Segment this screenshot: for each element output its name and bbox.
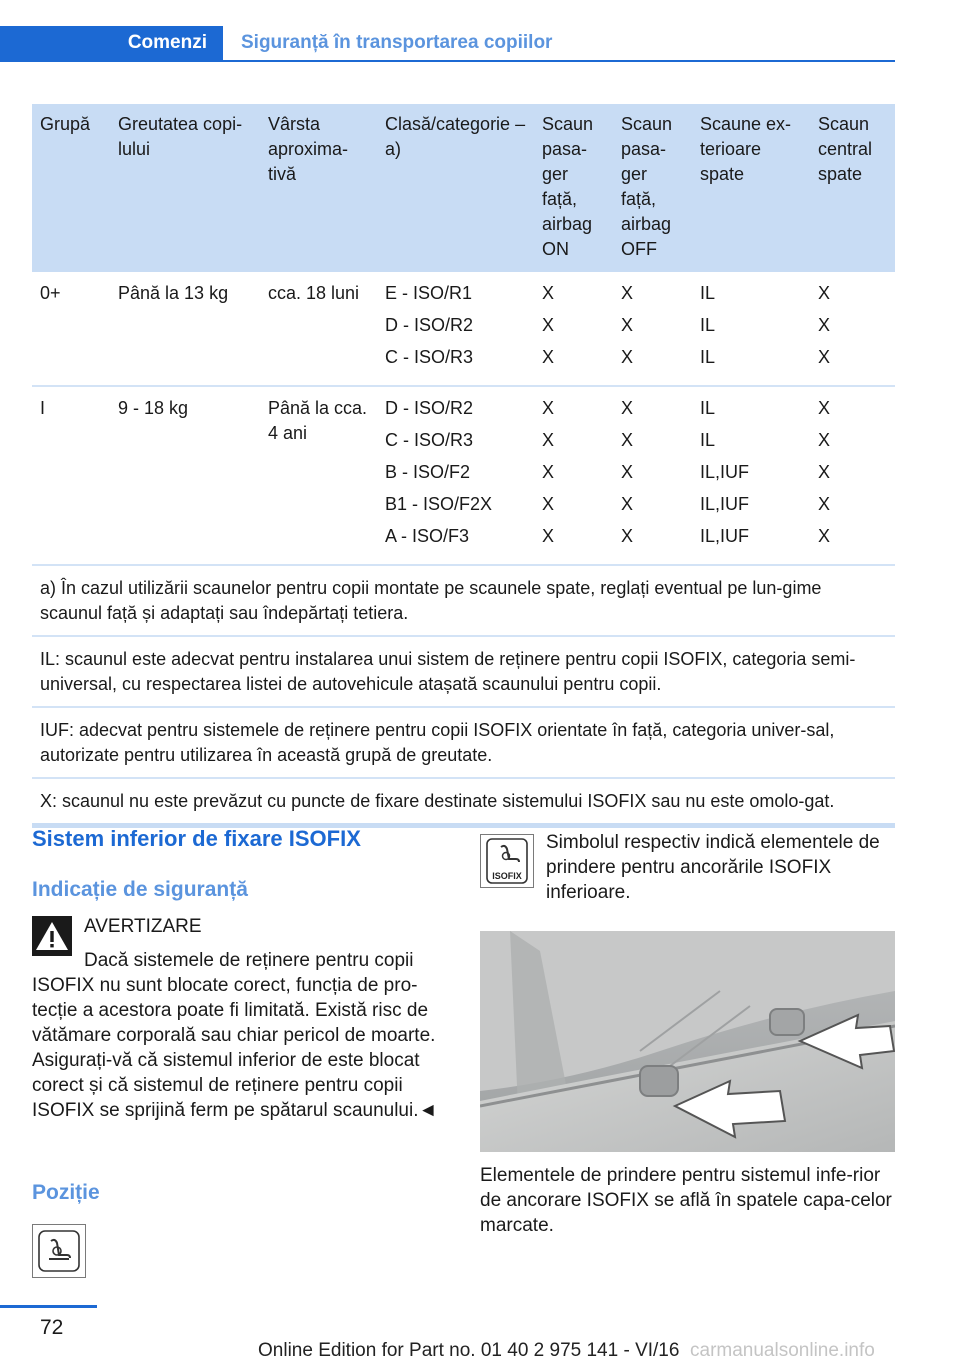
cell-age: cca. 18 luni [260, 272, 377, 386]
watermark: carmanualsonline.info [690, 1340, 875, 1361]
cell-classes [377, 386, 534, 565]
class-line: E - ISO/R1 [385, 283, 473, 303]
table-row [32, 386, 895, 565]
table-note-row [32, 565, 895, 636]
cell-group: 0+ [32, 272, 110, 386]
safety-heading: Indicație de siguranță [32, 878, 248, 901]
page-number: 72 [40, 1316, 64, 1339]
cell-front-off [613, 272, 692, 386]
class-line: D - ISO/R2 [385, 398, 474, 418]
cell-front-on [534, 272, 613, 386]
cell-front-off [613, 386, 692, 565]
value-line: X [621, 430, 634, 450]
value-line: IL,IUF [700, 462, 750, 482]
table-header-row [32, 104, 895, 272]
position-heading: Poziție [32, 1181, 100, 1204]
col-header-group: Grupă [32, 104, 110, 272]
value-line: X [818, 315, 831, 335]
value-line: X [542, 526, 555, 546]
value-line: X [818, 462, 831, 482]
value-line: X [621, 283, 634, 303]
warning-text: Dacă sistemele de reținere pentru copii ISOFIX nu sunt blocate corect, funcția de pro-tecție a acestora poate fi limitată. Există risc de vătămare corporală sau chiar pericol de moarte. Asigurați-vă că sistemul inferior de este blocat corect și că sistemul de reținere pentru copii ISOFIX se sprijină ferm pe spătarul scaunului.◄ [32, 950, 438, 1121]
value-line: X [818, 430, 831, 450]
value-line: IL [700, 398, 716, 418]
value-line: X [542, 398, 555, 418]
value-line: X [542, 283, 555, 303]
warning-label: AVERTIZARE [84, 916, 202, 937]
table-note: IUF: adecvat pentru sistemele de reținere pentru copii ISOFIX orientate în față, categoria univer-sal, autorizate pentru utilizarea în această grupă de greutate. [32, 707, 895, 778]
value-line: X [818, 526, 831, 546]
cell-rear-center [810, 386, 895, 565]
value-line: X [621, 494, 634, 514]
value-line: X [542, 462, 555, 482]
value-line: IL [700, 283, 716, 303]
class-line: A - ISO/F3 [385, 526, 470, 546]
col-header-rear-outer: Scaune ex-terioare spate [692, 104, 810, 272]
rear-seat-photo [480, 931, 895, 1152]
cell-weight: Până la 13 kg [110, 272, 260, 386]
col-header-front-on: Scaun pasa-ger față, airbag ON [534, 104, 613, 272]
value-line: IL [700, 315, 716, 335]
cell-age: Până la cca. 4 ani [260, 386, 377, 565]
col-header-rear-center: Scaun central spate [810, 104, 895, 272]
value-line: X [542, 315, 555, 335]
cell-weight: 9 - 18 kg [110, 386, 260, 565]
header-rule [0, 60, 895, 62]
value-line: IL [700, 430, 716, 450]
value-line: X [818, 283, 831, 303]
value-line: X [621, 462, 634, 482]
footer-rule [0, 1305, 97, 1308]
isofix-label-text: ISOFIX [492, 871, 522, 881]
col-header-weight: Greutatea copi-lului [110, 104, 260, 272]
value-line: X [818, 398, 831, 418]
isofix-symbol-icon [32, 1224, 86, 1278]
class-line: C - ISO/R3 [385, 347, 474, 367]
value-line: IL [700, 347, 716, 367]
table-note-row [32, 707, 895, 778]
cell-group: I [32, 386, 110, 565]
class-line: C - ISO/R3 [385, 430, 474, 450]
page-header [0, 0, 960, 62]
table-note-row [32, 778, 895, 826]
value-line: IL,IUF [700, 526, 750, 546]
chapter-tab[interactable]: Comenzi [0, 26, 223, 60]
value-line: X [621, 398, 634, 418]
value-line: X [621, 526, 634, 546]
table-row [32, 272, 895, 386]
cell-front-on [534, 386, 613, 565]
class-line: B - ISO/F2 [385, 462, 471, 482]
value-line: X [542, 347, 555, 367]
col-header-age: Vârsta aproxima-tivă [260, 104, 377, 272]
cell-rear-center [810, 272, 895, 386]
value-line: X [542, 430, 555, 450]
class-line: D - ISO/R2 [385, 315, 474, 335]
col-header-class: Clasă/categorie – a) [377, 104, 534, 272]
section-title[interactable]: Siguranță în transportarea copiilor [241, 32, 553, 53]
table-note: a) În cazul utilizării scaunelor pentru copii montate pe scaunele spate, reglați eventual pe lun-gime scaunul față și adaptați sau îndepărtați tetiera. [32, 565, 895, 636]
cell-classes [377, 272, 534, 386]
table-note: X: scaunul nu este prevăzut cu puncte de fixare destinate sistemului ISOFIX sau nu este omolo-gat. [32, 778, 895, 826]
table-note: IL: scaunul este adecvat pentru instalarea unui sistem de reținere pentru copii ISOFIX, categoria semi-universal, cu respectarea listei de autovehicule atașată scaunului pentru copii. [32, 636, 895, 707]
value-line: IL,IUF [700, 494, 750, 514]
section-heading: Sistem inferior de fixare ISOFIX [32, 826, 361, 851]
isofix-label-icon [480, 834, 534, 888]
value-line: X [542, 494, 555, 514]
cell-rear-outer [692, 386, 810, 565]
value-line: X [621, 315, 634, 335]
value-line: X [621, 347, 634, 367]
isofix-table [32, 104, 895, 828]
edition-text: Online Edition for Part no. 01 40 2 975 141 - VI/16 [258, 1340, 680, 1361]
col-header-front-off: Scaun pasa-ger față, airbag OFF [613, 104, 692, 272]
class-line: B1 - ISO/F2X [385, 494, 493, 514]
value-line: X [818, 494, 831, 514]
cell-rear-outer [692, 272, 810, 386]
table-note-row [32, 636, 895, 707]
value-line: X [818, 347, 831, 367]
photo-caption: Elementele de prindere pentru sistemul infe-rior de ancorare ISOFIX se află în spatele capa-celor marcate. [480, 1165, 892, 1236]
symbol-description: Simbolul respectiv indică elementele de prindere pentru ancorările ISOFIX inferioare. [546, 832, 880, 903]
